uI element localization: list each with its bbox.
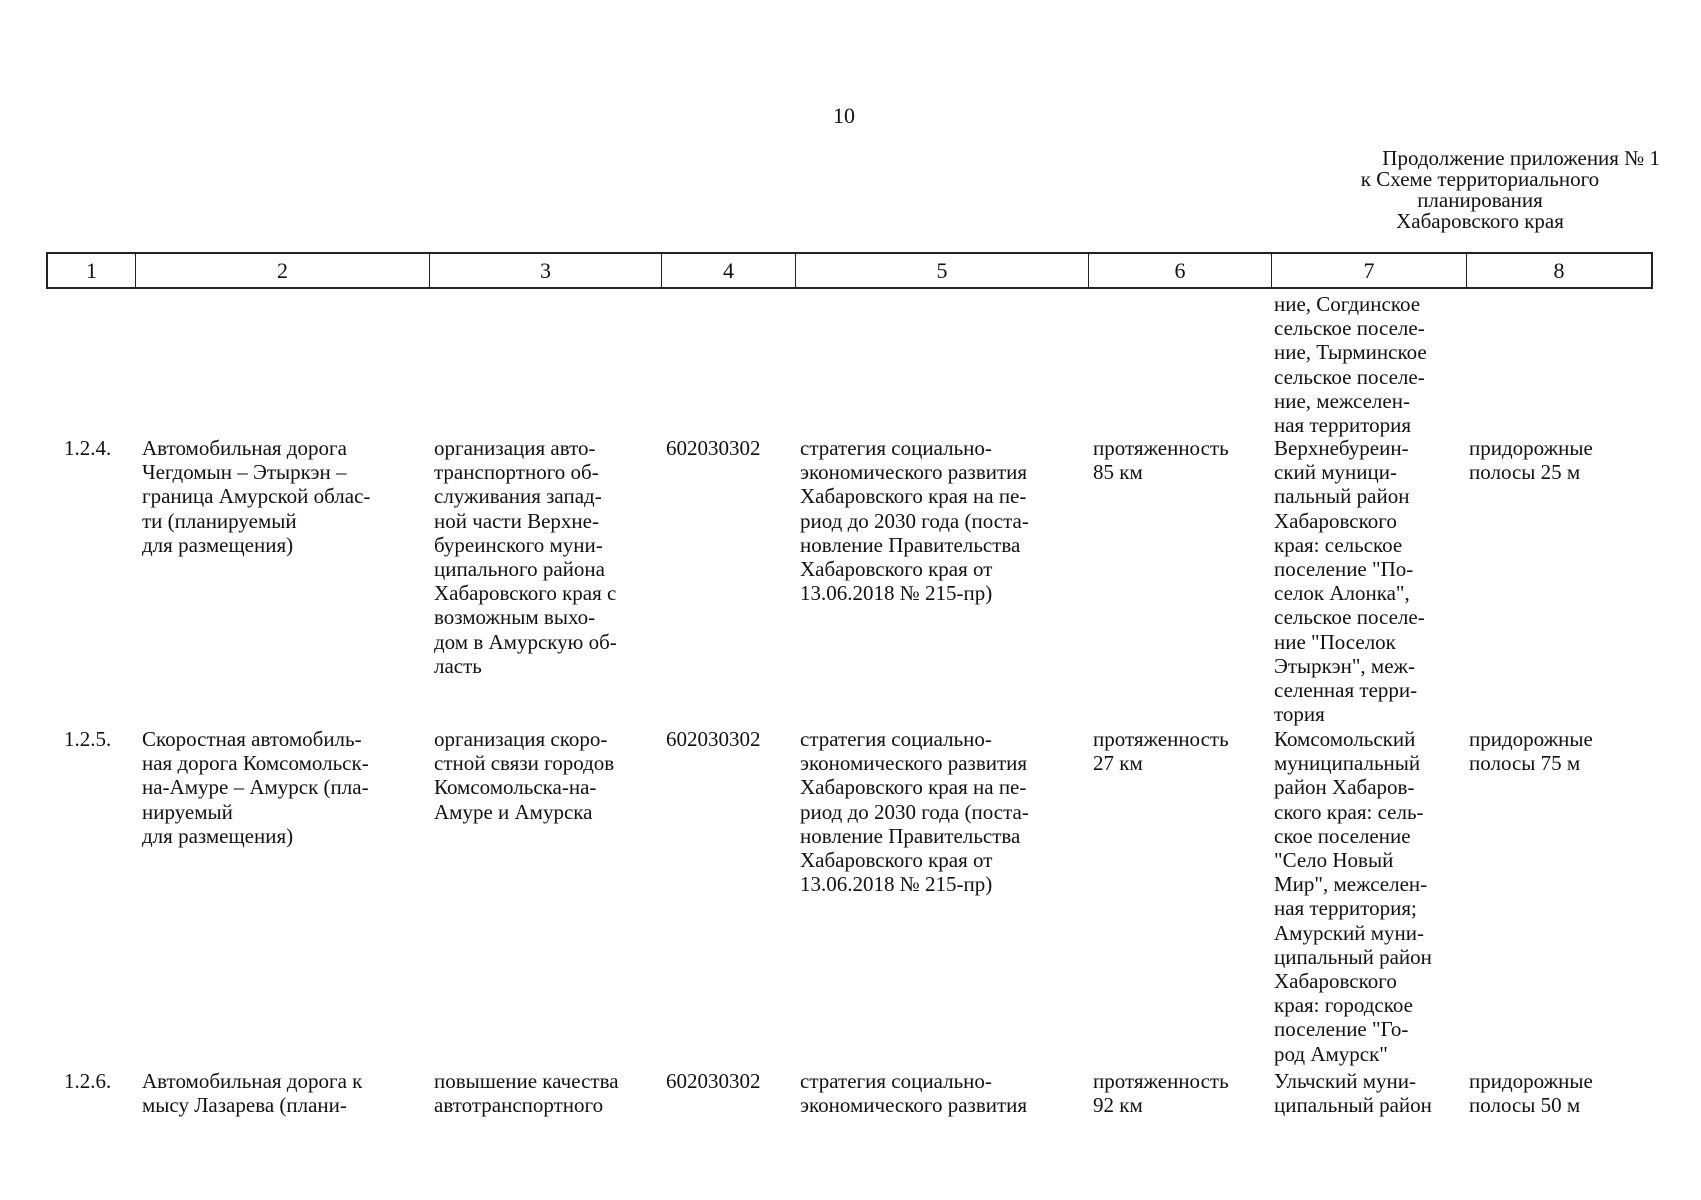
text-line: селенная терри- [1274,678,1418,703]
object-code [666,727,761,751]
text-line: Хабаровского края от [800,557,993,582]
object-characteristics [1093,436,1229,484]
text-line: 602030302 [666,436,761,460]
table-header [46,252,1653,289]
text-line: стратегия социально- [800,436,992,460]
text-line: 602030302 [666,727,761,751]
text-line: Комсомольский [1274,727,1416,751]
object-zones [1469,436,1593,484]
text-line: селок Алонка", [1274,581,1410,606]
text-line: Комсомольска-на- [434,775,597,800]
text-line: экономического развития [800,460,1028,485]
text-line: края: городское [1274,993,1413,1018]
header-cell: 8 [1553,258,1565,283]
row-number [64,436,111,460]
object-location [1274,727,1432,1066]
text-line: 13.06.2018 № 215-пр) [800,872,993,897]
text-line: буреинского муни- [434,532,603,557]
text-line: ский муници- [1274,460,1397,485]
text-line: Хабаровского края от [800,848,993,873]
text-line: 27 км [1093,751,1143,776]
text-line: ние, межселен- [1274,388,1410,413]
header-cell: 6 [1089,254,1272,287]
header-cell: 2 [136,254,430,287]
text-line: Этыркэн", меж- [1274,653,1416,678]
text-line: ципальный район [1274,1093,1432,1118]
text-line: риод до 2030 года (поста- [800,799,1029,824]
object-purpose [434,436,617,678]
text-line: протяженность [1093,727,1229,751]
text-line: экономического развития [800,751,1028,776]
text-line: Амурский муни- [1274,920,1424,945]
text-line: ципальный район [1274,944,1432,969]
object-name [142,1069,362,1117]
text-line: муниципальный [1274,751,1421,776]
text-line: Амуре и Амурска [434,799,593,824]
appendix-note [1300,148,1660,232]
text-line: Хабаровского [1274,969,1397,994]
page-number: 10 [833,103,855,128]
text-line: пальный район [1274,484,1410,509]
object-characteristics [1093,727,1229,775]
text-line: на-Амуре – Амурск (пла- [142,775,369,800]
object-basis [800,727,1029,896]
text-line: ная территория [1274,413,1412,438]
text-line: 85 км [1093,460,1143,485]
text-line: 1.2.4. [64,436,112,460]
header-cell: 1 [48,254,136,287]
object-zones [1469,1069,1593,1117]
object-code [666,436,761,460]
object-characteristics [1093,1069,1229,1117]
text-line: район Хабаров- [1274,775,1415,800]
text-line: Мир", межселен- [1274,872,1428,897]
text-line: полосы 75 м [1469,751,1581,776]
text-line: сельское поселе- [1274,316,1425,341]
text-line: ная дорога Комсомольск- [142,751,369,776]
text-line: 1.2.5. [64,727,112,751]
text-line: повышение качества [434,1069,619,1093]
text-line: организация скоро- [434,727,608,751]
header-cell: 3 [430,254,662,287]
text-line: 602030302 [666,1069,761,1093]
text-line: протяженность [1093,1069,1229,1093]
appendix-note-line: Продолжение приложения № 1 [1382,146,1660,170]
text-line: ние "Поселок [1274,629,1396,654]
text-line: дом в Амурскую об- [434,629,617,654]
text-line: экономического развития [800,1093,1028,1118]
text-line: граница Амурской облас- [142,484,371,509]
text-line: сельское поселе- [1274,605,1425,630]
text-line: возможным выхо- [434,605,596,630]
text-line: Ульчский муни- [1274,1069,1417,1093]
appendix-note-line: Хабаровского края [1396,209,1564,233]
text-line: ти (планируемый [142,508,297,533]
text-line: ной части Верхне- [434,508,599,533]
text-line: Хабаровского края с [434,581,617,606]
appendix-note-line: планирования [1417,188,1543,212]
object-basis [800,1069,1027,1117]
text-line: придорожные [1469,1069,1593,1093]
text-line: 13.06.2018 № 215-пр) [800,581,993,606]
text-line: род Амурск" [1274,1041,1388,1066]
text-line: Автомобильная дорога [142,436,347,460]
text-line: Чегдомын – Этыркэн – [142,460,347,485]
text-line: новление Правительства [800,532,1021,557]
object-name [142,436,370,557]
object-location [1274,1069,1432,1117]
row-number [64,1069,111,1093]
text-line: 1.2.6. [64,1069,112,1093]
object-code [666,1069,761,1093]
object-location [1274,436,1425,726]
text-line: ная территория; [1274,896,1417,921]
text-line: полосы 50 м [1469,1093,1581,1118]
object-purpose [434,1069,619,1117]
text-line: придорожные [1469,727,1593,751]
header-cell: 4 [662,254,796,287]
text-line: Хабаровского края на пе- [800,775,1027,800]
text-line: ципального района [434,557,605,582]
text-line: "Село Новый [1274,848,1394,873]
text-line: Автомобильная дорога к [142,1069,363,1093]
text-line: поселение "По- [1274,557,1414,582]
text-line: автотранспортного [434,1093,604,1118]
text-line: стной связи городов [434,751,615,776]
text-line: Верхнебуреин- [1274,436,1409,460]
text-line: края: сельское [1274,532,1403,557]
appendix-note-line: к Схеме территориального [1360,167,1600,191]
row-number [64,727,111,751]
text-line: ласть [434,653,482,678]
text-line: новление Правительства [800,823,1021,848]
object-purpose [434,727,614,824]
text-line: 92 км [1093,1093,1143,1118]
text-line: для размещения) [142,823,294,848]
text-line: организация авто- [434,436,596,460]
text-line: ского края: сель- [1274,799,1424,824]
text-line: Скоростная автомобиль- [142,727,362,751]
text-line: Хабаровского края на пе- [800,484,1027,509]
text-line: полосы 25 м [1469,460,1581,485]
text-line: поселение "Го- [1274,1017,1409,1042]
text-line: транспортного об- [434,460,599,485]
text-line: придорожные [1469,436,1593,460]
text-line: протяженность [1093,436,1229,460]
text-line: мысу Лазарева (плани- [142,1093,347,1118]
text-line: Хабаровского [1274,508,1397,533]
text-line: служивания запад- [434,484,602,509]
text-line: ние, Тырминское [1274,340,1427,365]
header-cell: 7 [1272,254,1467,287]
text-line: тория [1274,702,1325,727]
object-basis [800,436,1029,605]
object-zones [1469,727,1593,775]
text-line: для размещения) [142,532,294,557]
text-line: сельское поселе- [1274,364,1425,389]
text-line: ское поселение [1274,823,1411,848]
object-name [142,727,369,848]
text-line: риод до 2030 года (поста- [800,508,1029,533]
carryover-location-text [1274,292,1427,437]
text-line: ние, Согдинское [1274,292,1421,316]
header-cell: 5 [796,254,1089,287]
text-line: стратегия социально- [800,727,992,751]
text-line: нируемый [142,799,233,824]
text-line: стратегия социально- [800,1069,992,1093]
